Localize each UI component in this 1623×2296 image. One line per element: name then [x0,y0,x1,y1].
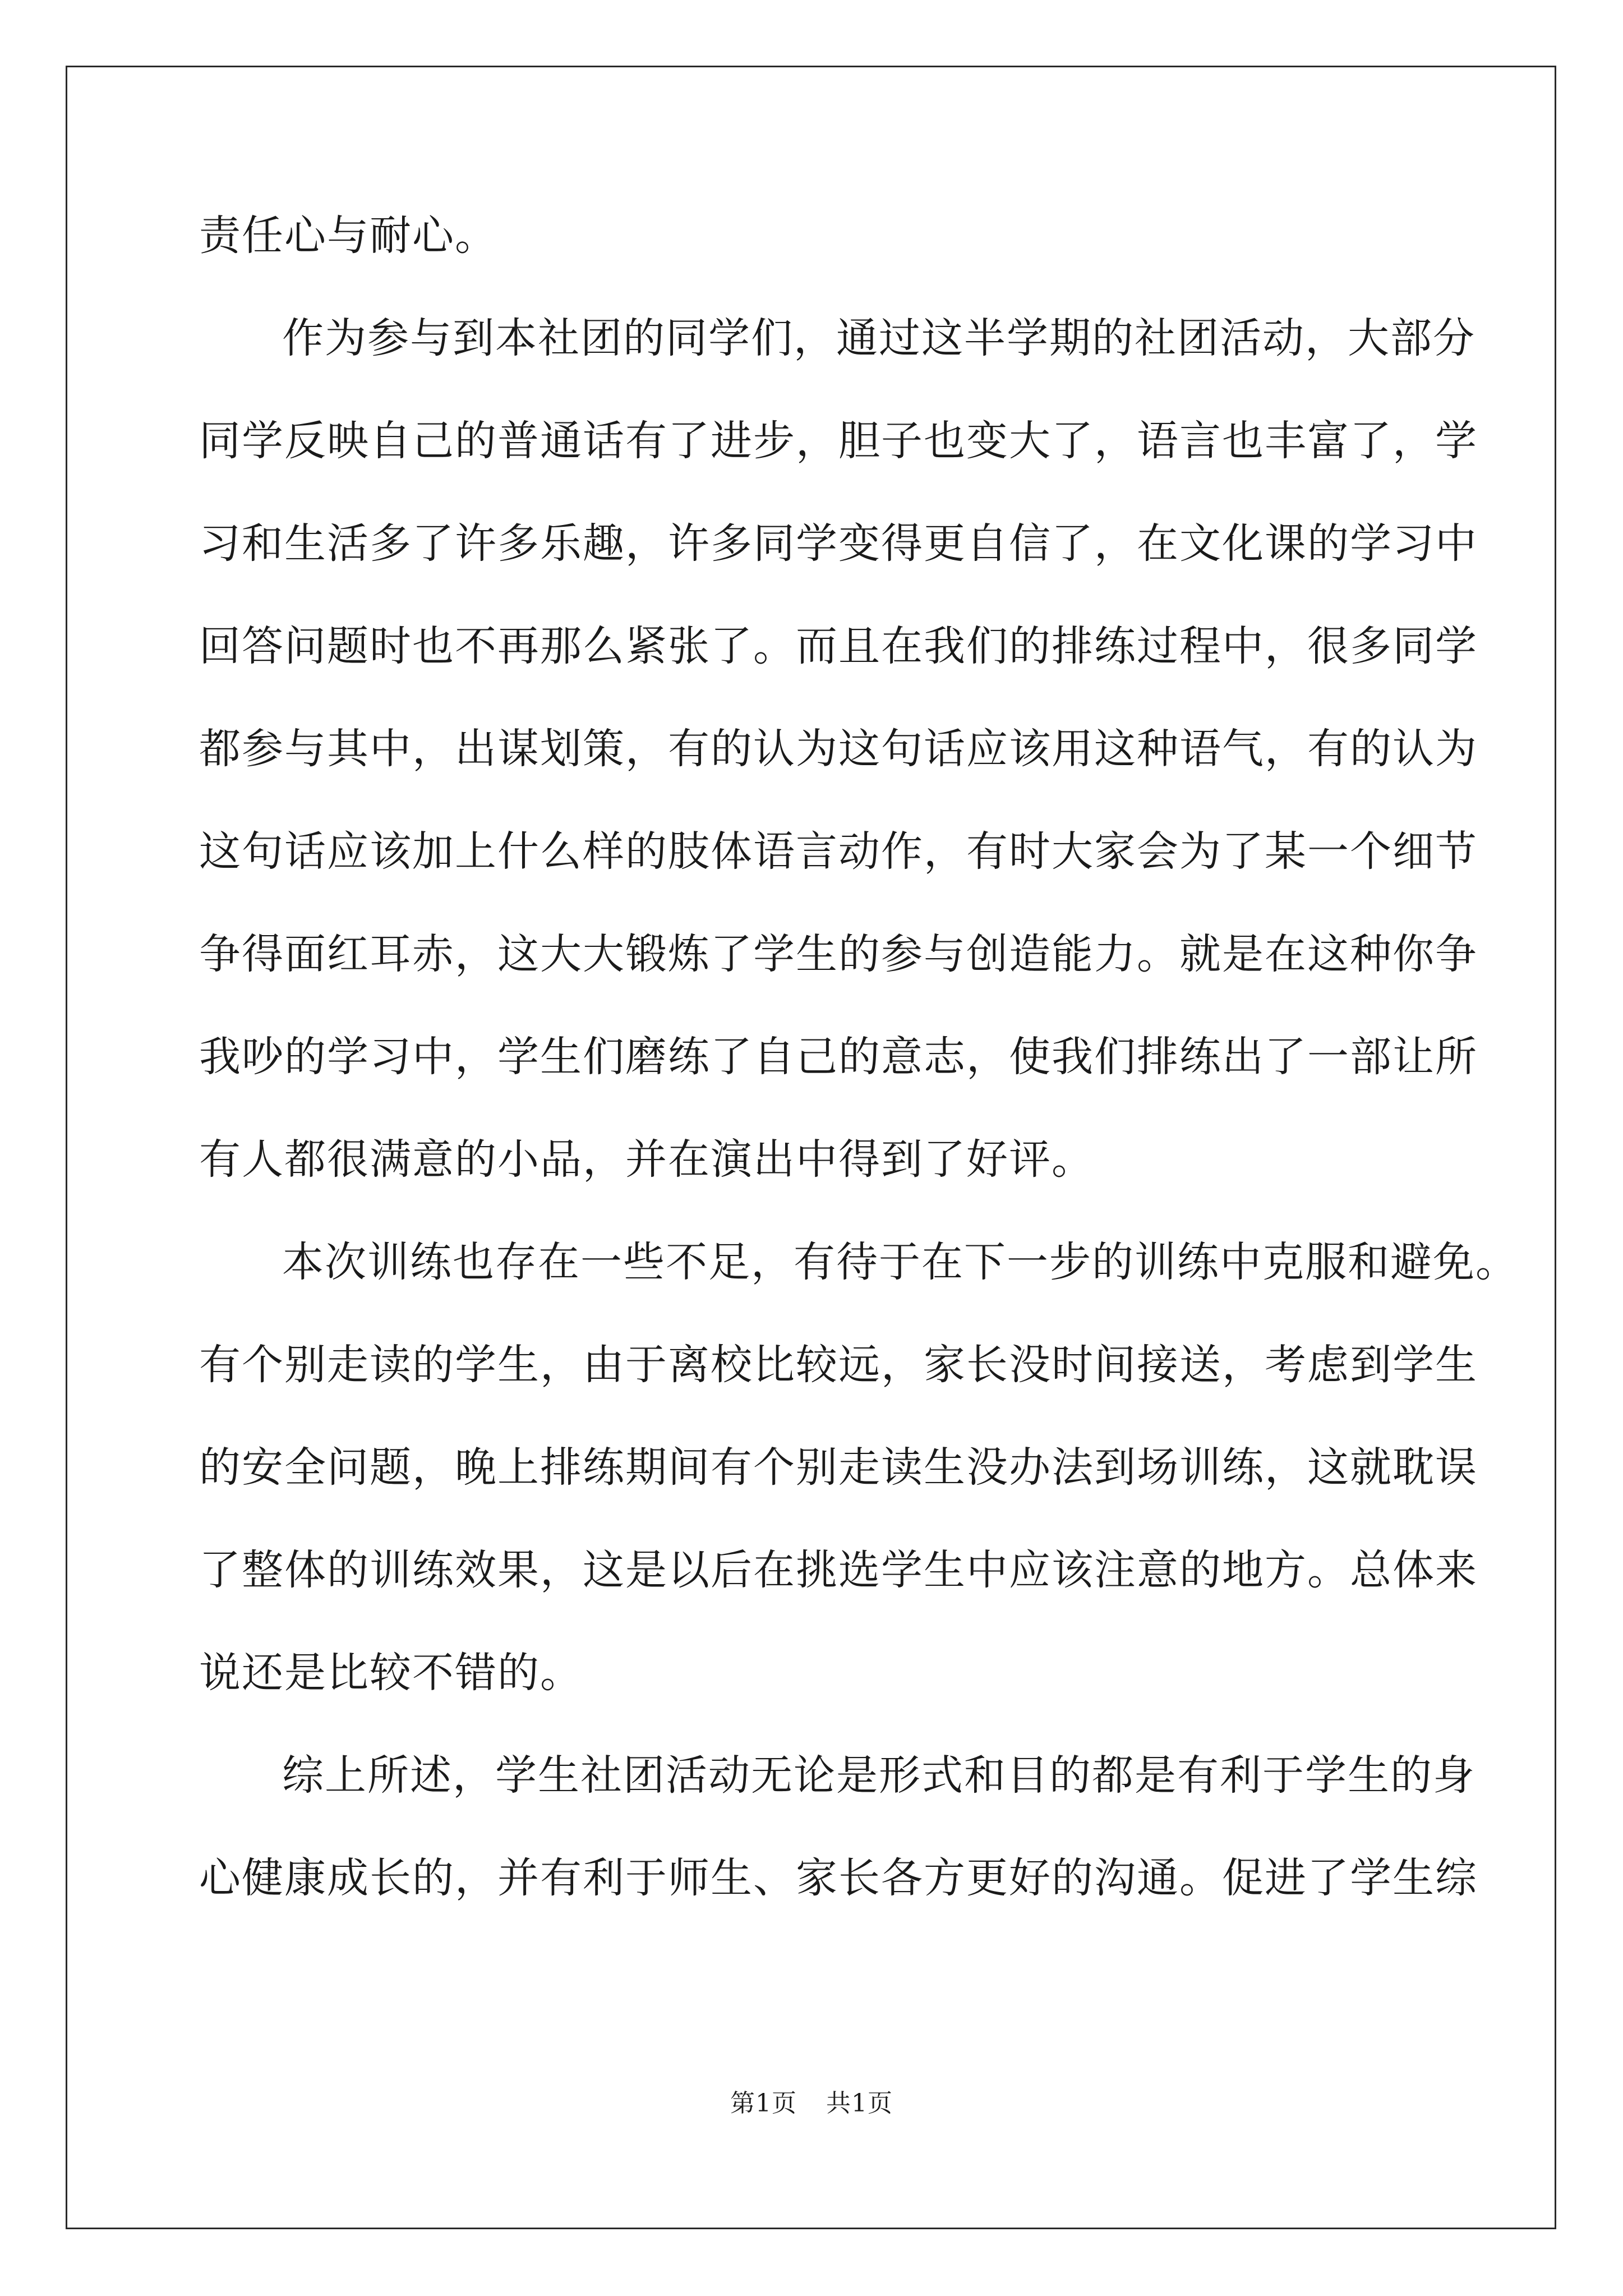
text-line: 责任心与耐心。 [199,211,497,260]
text-line: 综上所述，学生社团活动无论是形式和目的都是有利于学生的身 [282,1751,1476,1800]
text-line: 本次训练也存在一些不足，有待于在下一步的训练中克服和避免。 [282,1238,1518,1286]
text-line: 说还是比较不错的。 [199,1649,583,1697]
page-footer [0,2087,1623,2120]
text-line: 有个别走读的学生，由于离校比较远，家长没时间接送，考虑到学生 [199,1341,1478,1389]
text-line: 回答问题时也不再那么紧张了。而且在我们的排练过程中，很多同学 [199,622,1478,670]
text-line: 这句话应该加上什么样的肢体语言动作，有时大家会为了某一个细节 [199,827,1478,876]
text-line: 作为参与到本社团的同学们，通过这半学期的社团活动，大部分 [282,314,1476,362]
text-line: 我吵的学习中，学生们磨练了自己的意志，使我们排练出了一部让所 [199,1033,1478,1081]
text-line: 同学反映自己的普通话有了进步，胆子也变大了，语言也丰富了，学 [199,417,1478,465]
text-line: 的安全问题，晚上排练期间有个别走读生没办法到场训练，这就耽误 [199,1443,1478,1492]
text-line: 都参与其中，出谋划策，有的认为这句话应该用这种语气，有的认为 [199,725,1478,773]
text-line: 争得面红耳赤，这大大锻炼了学生的参与创造能力。就是在这种你争 [199,930,1478,978]
text-line: 有人都很满意的小品，并在演出中得到了好评。 [199,1135,1094,1184]
page-number: 第1页 [730,2089,797,2118]
text-line: 心健康成长的，并有利于师生、家长各方更好的沟通。促进了学生综 [199,1854,1478,1902]
document-body [199,202,1518,1947]
text-line: 了整体的训练效果，这是以后在挑选学生中应该注意的地方。总体来 [199,1546,1478,1594]
text-line: 习和生活多了许多乐趣，许多同学变得更自信了，在文化课的学习中 [199,519,1478,568]
page-total: 共1页 [826,2089,893,2118]
